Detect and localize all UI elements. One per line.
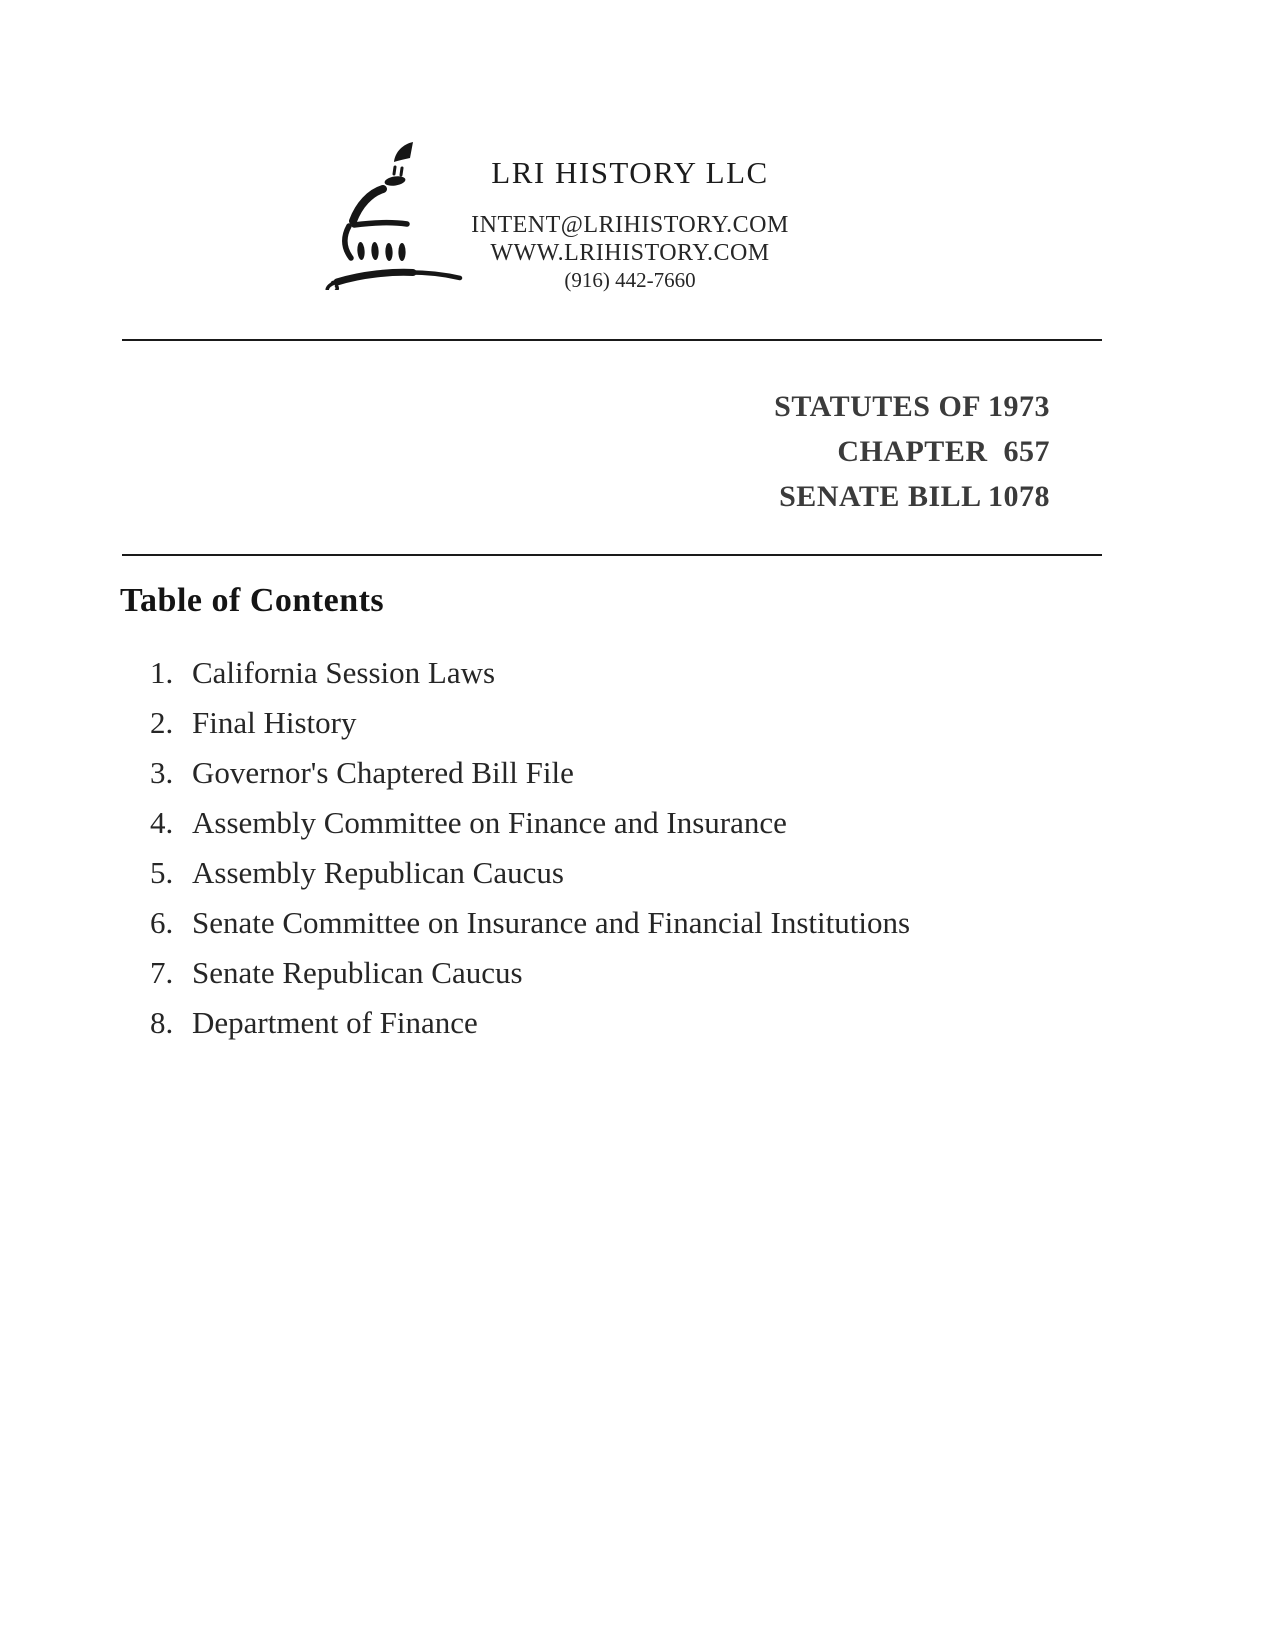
divider-bottom [122,554,1102,556]
company-name: LRI HISTORY LLC [491,155,769,190]
contact-website: WWW.LRIHISTORY.COM [490,240,770,266]
toc-item-number: 5. [150,855,174,890]
contact-email: INTENT@LRIHISTORY.COM [471,212,789,238]
toc-item-label: Assembly Committee on Finance and Insurance [192,805,787,840]
toc-item-number: 8. [150,1005,174,1040]
toc-item-number: 4. [150,805,174,840]
toc-item-label: Senate Committee on Insurance and Financial Institutions [192,905,911,940]
toc-item-label: California Session Laws [192,655,496,690]
contact-phone: (916) 442-7660 [564,268,696,292]
chapter-line: CHAPTER 657 [837,435,1050,468]
letterhead [330,0,930,310]
toc-item-number: 2. [150,705,174,740]
toc-item-number: 7. [150,955,174,990]
toc-item-label: Senate Republican Caucus [192,955,523,990]
toc-item-label: Final History [192,705,357,740]
toc-item-number: 3. [150,755,174,790]
toc-item [150,848,1100,898]
toc-item-number: 1. [150,655,174,690]
toc-item-label: Department of Finance [192,1005,478,1040]
toc-title: Table of Contents [120,582,385,619]
divider-top [122,339,1102,341]
toc-list [150,648,1100,1048]
toc-item [150,648,1100,698]
toc-item [150,748,1100,798]
toc-item-label: Governor's Chaptered Bill File [192,755,574,790]
toc-item [150,948,1100,998]
toc-item-label: Assembly Republican Caucus [192,855,564,890]
toc-item [150,898,1100,948]
toc-item [150,698,1100,748]
toc-item-number: 6. [150,905,174,940]
statutes-line: STATUTES OF 1973 [774,390,1050,423]
toc-item [150,998,1100,1048]
statutes-block [774,384,1050,519]
senate-bill-line: SENATE BILL 1078 [779,480,1050,513]
toc-item [150,798,1100,848]
